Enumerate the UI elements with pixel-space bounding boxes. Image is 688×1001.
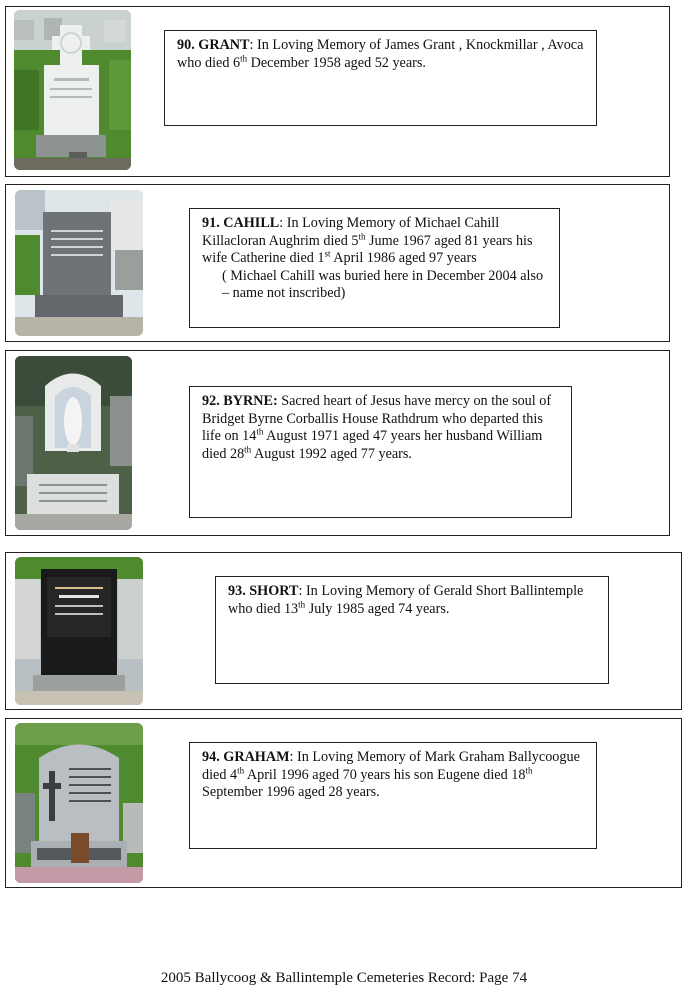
headstone-photo-90 — [14, 10, 131, 170]
inscription-note-91: ( Michael Cahill was buried here in December 2004 also – name not inscribed) — [222, 267, 544, 301]
inscription-text-90: In Loving Memory of James Grant , Knockmillar , Avoca who died 6th December 1958 aged 52 years. — [177, 37, 584, 71]
headstone-photo-93 — [15, 557, 143, 705]
inscription-box-94: 94. GRAHAM: In Loving Memory of Mark Graham Ballycoogue died 4th April 1996 aged 70 years his son Eugene died 18th September 1996 aged 28 years. — [189, 742, 597, 849]
entry-heading-94: 94. GRAHAM — [202, 749, 290, 765]
entry-heading-90: 90. GRANT — [177, 37, 250, 53]
headstone-photo-91 — [15, 190, 143, 336]
entry-90 — [5, 6, 670, 177]
entry-91 — [5, 184, 670, 342]
inscription-box-90: 90. GRANT: In Loving Memory of James Grant , Knockmillar , Avoca who died 6th December 1958 aged 52 years. — [164, 30, 597, 126]
inscription-text-93: In Loving Memory of Gerald Short Ballintemple who died 13th July 1985 aged 74 years. — [228, 583, 584, 617]
entry-93 — [5, 552, 682, 710]
inscription-text-91: In Loving Memory of Michael Cahill Killacloran Aughrim died 5th Jume 1967 aged 81 years his wife Catherine died 1st April 1986 aged 97 years — [202, 215, 533, 266]
entry-heading-93: 93. SHORT — [228, 583, 299, 599]
headstone-photo-92 — [15, 356, 132, 530]
page-footer: 2005 Ballycoog & Ballintemple Cemeteries Record: Page 74 — [160, 970, 528, 986]
entry-heading-91: 91. CAHILL — [202, 215, 280, 231]
entry-heading-92: 92. BYRNE: — [202, 393, 278, 409]
entry-94 — [5, 718, 682, 888]
inscription-text-94: In Loving Memory of Mark Graham Ballycoogue died 4th April 1996 aged 70 years his son Eugene died 18th September 1996 aged 28 years. — [202, 749, 580, 800]
inscription-box-92 — [189, 386, 572, 518]
headstone-photo-94 — [15, 723, 143, 883]
inscription-text-92: Sacred heart of Jesus have mercy on the soul of Bridget Byrne Corballis House Rathdrum who departed this life on 14th August 1971 aged 47 years her husband William died 28th August 1992 aged 77 years. — [202, 393, 552, 462]
inscription-box-93: 93. SHORT: In Loving Memory of Gerald Short Ballintemple who died 13th July 1985 aged 74 years. — [215, 576, 609, 684]
entry-92 — [5, 350, 670, 536]
inscription-box-91: 91. CAHILL: In Loving Memory of Michael Cahill Killacloran Aughrim died 5th Jume 1967 aged 81 years his wife Catherine died 1st April 1986 aged 97 years ( Michael Cahill was buried here in December 2004 also – name not inscribed) — [189, 208, 560, 328]
